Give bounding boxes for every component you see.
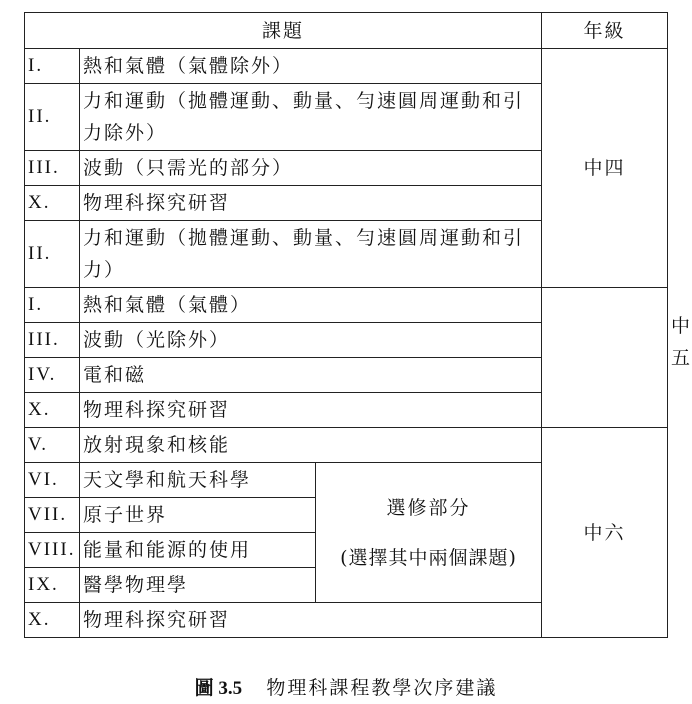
topic-name: 物理科探究研習 [80, 393, 542, 428]
table-row [25, 358, 668, 393]
topic-name: 電和磁 [80, 358, 542, 393]
table-row [25, 393, 668, 428]
topic-name: 天文學和航天科學 [80, 463, 316, 498]
topic-number: III. [25, 323, 80, 358]
curriculum-table [24, 12, 692, 638]
topic-name: 波動（只需光的部分） [80, 151, 542, 186]
topic-name: 原子世界 [80, 498, 316, 533]
topic-name: 放射現象和核能 [80, 428, 542, 463]
figure-number: 圖 3.5 [194, 678, 243, 699]
topic-number: I. [25, 49, 80, 84]
table-row [25, 323, 668, 358]
topic-number: IV. [25, 358, 80, 393]
topic-number: I. [25, 288, 80, 323]
topic-number: VI. [25, 463, 80, 498]
topic-name: 熱和氣體（氣體除外） [80, 49, 542, 84]
header-grade: 年級 [542, 13, 668, 49]
table-row [25, 428, 668, 463]
topic-number: VII. [25, 498, 80, 533]
topic-name: 能量和能源的使用 [80, 533, 316, 568]
topic-name: 物理科探究研習 [80, 603, 542, 638]
header-row [25, 13, 668, 49]
table-row [25, 49, 668, 84]
header-topic: 課題 [25, 13, 542, 49]
grade-s6: 中六 [542, 428, 668, 638]
figure-caption [0, 673, 692, 700]
topic-name: 物理科探究研習 [80, 186, 542, 221]
topic-number: II. [25, 84, 80, 151]
topic-number: X. [25, 603, 80, 638]
topic-number: X. [25, 186, 80, 221]
topic-number: II. [25, 221, 80, 288]
topic-number: X. [25, 393, 80, 428]
topic-name: 力和運動（拋體運動、動量、勻速圓周運動和引力除外） [80, 84, 542, 151]
grade-s4: 中四 [542, 49, 668, 288]
elective-instruction: (選擇其中兩個課題) [340, 546, 517, 569]
topic-name: 醫學物理學 [80, 568, 316, 603]
elective-note [316, 463, 542, 603]
figure-title: 物理科課程教學次序建議 [266, 677, 498, 699]
topic-name: 波動（光除外） [80, 323, 542, 358]
table-row [25, 288, 668, 323]
topic-number: III. [25, 151, 80, 186]
elective-title: 選修部分 [386, 496, 471, 519]
topic-number: IX. [25, 568, 80, 603]
topic-number: VIII. [25, 533, 80, 568]
table-row: II. 力和運動（拋體運動、動量、勻速圓周運動和引力） 中五 [25, 221, 668, 288]
topic-name: 熱和氣體（氣體） [80, 288, 542, 323]
topic-name: 力和運動（拋體運動、動量、勻速圓周運動和引力） [80, 221, 542, 288]
topic-number: V. [25, 428, 80, 463]
